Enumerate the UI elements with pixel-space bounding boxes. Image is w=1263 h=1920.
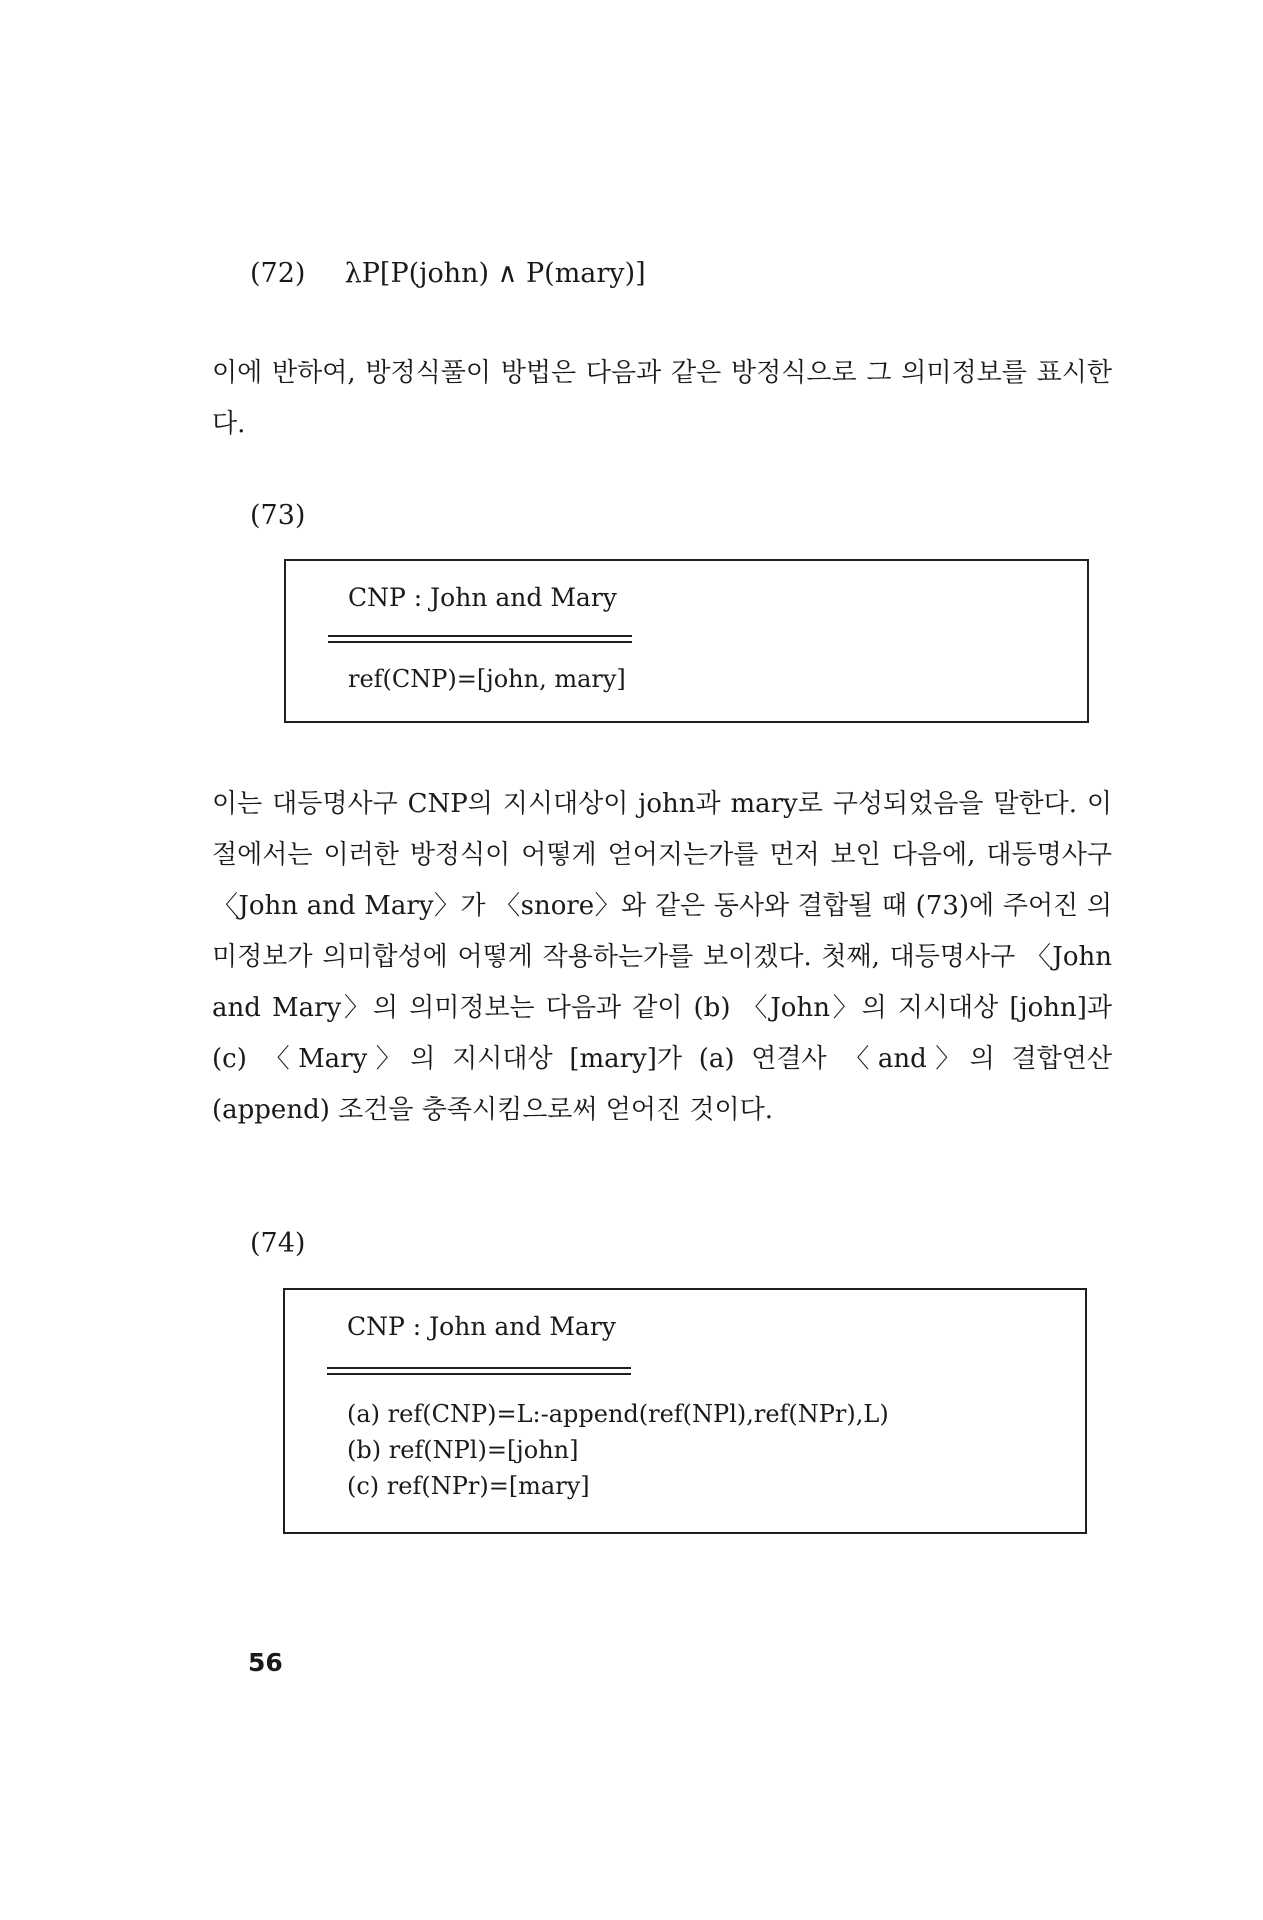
box-74-line-a: (a) ref(CNP)=L:-append(ref(NPl),ref(NPr),L): [347, 1400, 889, 1428]
box-73-title: CNP : John and Mary: [348, 583, 617, 612]
example-74-box: [283, 1288, 1087, 1534]
page-number: 56: [248, 1648, 283, 1677]
paragraph-1: [212, 348, 1112, 450]
lambda-formula: λP[P(john) ∧ P(mary)]: [344, 258, 646, 289]
double-rule-divider: [327, 1367, 631, 1375]
box-74-line-c: (c) ref(NPr)=[mary]: [347, 1472, 590, 1500]
example-73-number: (73): [250, 500, 306, 531]
box-74-title: CNP : John and Mary: [347, 1312, 616, 1341]
example-73-box: [284, 559, 1089, 723]
double-rule-divider: [328, 635, 632, 643]
paragraph-2: [212, 779, 1112, 1136]
example-72: [250, 258, 646, 289]
example-72-number: (72): [250, 258, 306, 289]
box-73-line: ref(CNP)=[john, mary]: [348, 665, 626, 693]
paragraph-2-text: 이는 대등명사구 CNP의 지시대상이 john과 mary로 구성되었음을 말한다. 이 절에서는 이러한 방정식이 어떻게 얻어지는가를 먼저 보인 다음에, 대등명사구 〈John and Mary〉가 〈snore〉와 같은 동사와 결합될 때 (73)에 주어진 의미정보가 의미합성에 어떻게 작용하는가를 보이겠다. 첫째, 대등명사구 〈John and Mary〉의 의미정보는 다음과 같이 (b) 〈John〉의 지시대상 [john]과 (c) 〈Mary〉의 지시대상 [mary]가 (a) 연결사 〈and〉의 결합연산(append) 조건을 충족시킴으로써 얻어진 것이다.: [212, 789, 1112, 1125]
box-74-line-b: (b) ref(NPl)=[john]: [347, 1436, 579, 1464]
paragraph-1-text: 이에 반하여, 방정식풀이 방법은 다음과 같은 방정식으로 그 의미정보를 표시한다.: [212, 358, 1112, 439]
example-74-number: (74): [250, 1228, 306, 1259]
